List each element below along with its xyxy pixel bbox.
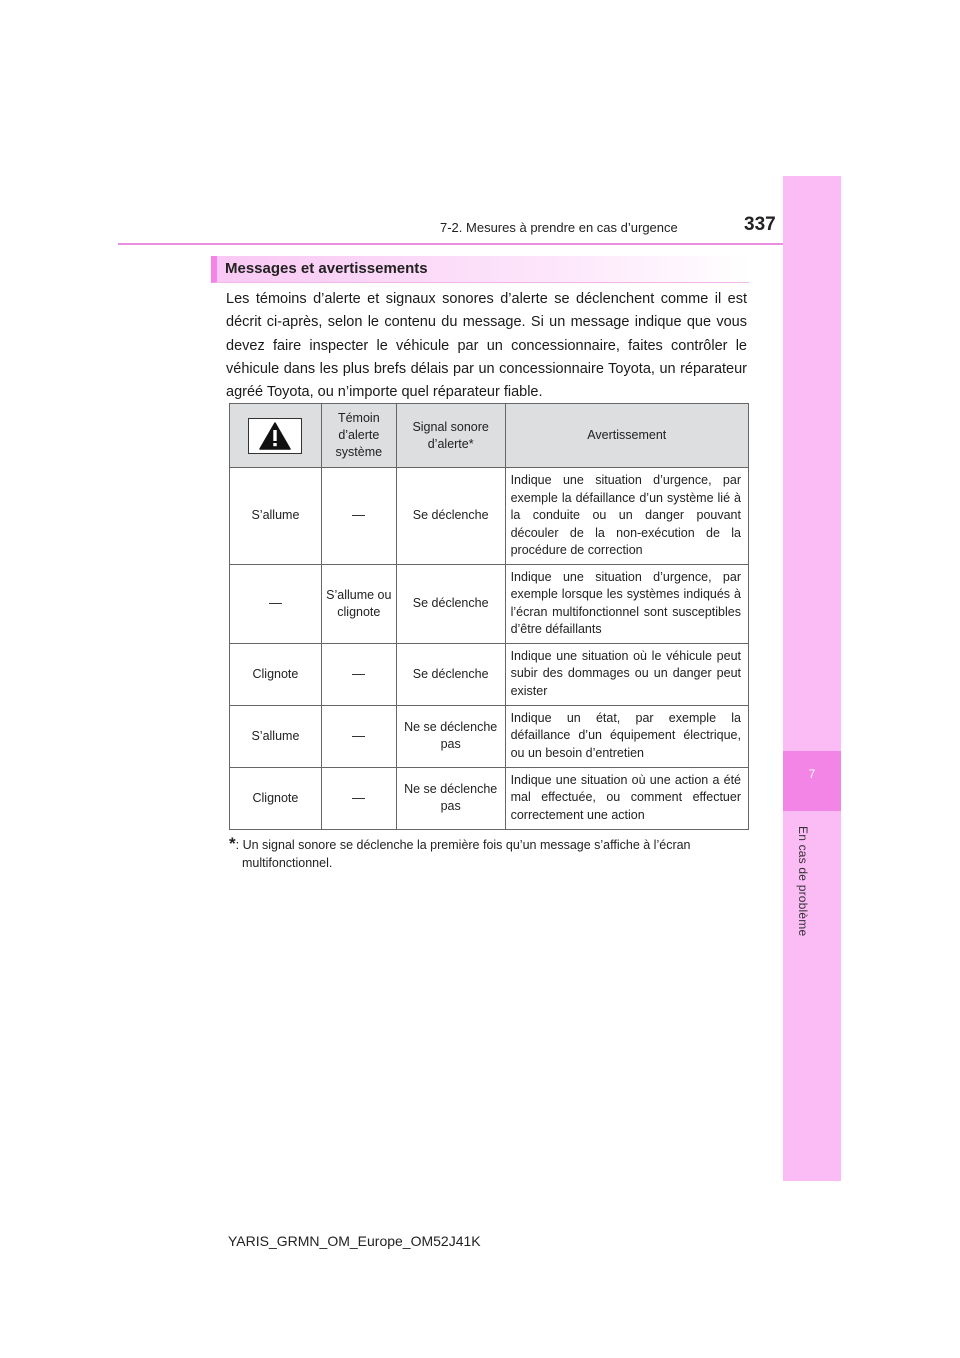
buzzer-column-header: Signal sonore d’alerte* (396, 404, 505, 468)
warning-description-cell: Indique une situation d’urgence, par exemple la défaillance d’un système lié à la conduite ou un danger pouvant découler de la non-exécution de la procédure de correction (505, 468, 748, 565)
table-row (230, 643, 749, 705)
system-warning-cell (321, 767, 396, 829)
warning-triangle-icon-glyph (259, 422, 291, 450)
document-id: YARIS_GRMN_OM_Europe_OM52J41K (228, 1233, 481, 1249)
system-warning-column-header: Témoin d’alerte système (321, 404, 396, 468)
chapter-label: En cas de problème (796, 826, 810, 937)
footnote-text: : Un signal sonore se déclenche la première fois qu’un message s’affiche à l’écran (235, 838, 691, 852)
footnote (229, 835, 749, 872)
intro-paragraph: Les témoins d’alerte et signaux sonores d’alerte se déclenchent comme il est décrit ci-après, selon le contenu du message. Si un message indique que vous devez faire inspecter le véhicule par un concessionnaire, faites contrôler le véhicule dans les plus brefs délais par un concessionnaire Toyota, un réparateur agréé Toyota, ou n’importe quel réparateur fiable. (226, 291, 747, 401)
master-warning-cell: S’allume (230, 468, 322, 565)
buzzer-cell: Ne se déclenche pas (396, 705, 505, 767)
warning-table (229, 403, 749, 830)
table-row (230, 705, 749, 767)
buzzer-cell: Se déclenche (396, 468, 505, 565)
system-warning-cell (321, 468, 396, 565)
dash-mark (352, 515, 365, 516)
system-warning-cell (321, 643, 396, 705)
warning-description-cell: Indique un état, par exemple la défaillance d’un équipement électrique, ou un besoin d’entretien (505, 705, 748, 767)
system-warning-cell: S’allume ou clignote (321, 564, 396, 643)
master-warning-cell: S’allume (230, 705, 322, 767)
warning-description-cell: Indique une situation d’urgence, par exemple lorsque les systèmes indiqués à l’écran multifonctionnel sont susceptibles d’être défaillants (505, 564, 748, 643)
chapter-tab-active-marker (783, 751, 841, 811)
dash-mark (352, 736, 365, 737)
dash-mark (269, 603, 282, 604)
buzzer-cell: Se déclenche (396, 643, 505, 705)
table-header-row (230, 404, 749, 468)
chapter-number: 7 (808, 767, 816, 781)
warning-description-cell: Indique une situation où le véhicule peut subir des dommages ou un danger peut exister (505, 643, 748, 705)
master-warning-cell: Clignote (230, 643, 322, 705)
buzzer-cell: Ne se déclenche pas (396, 767, 505, 829)
chapter-side-tab[interactable] (783, 176, 841, 1181)
header-rule (118, 243, 840, 245)
warning-description-cell: Indique une situation où une action a été mal effectuée, ou comment effectuer correctement une action (505, 767, 748, 829)
footnote-asterisk: * (229, 834, 236, 853)
table-row (230, 564, 749, 643)
section-heading: Messages et avertissements (211, 256, 749, 283)
dash-mark (352, 798, 365, 799)
warning-column-header: Avertissement (505, 404, 748, 468)
dash-mark (352, 674, 365, 675)
buzzer-cell: Se déclenche (396, 564, 505, 643)
page-number: 337 (744, 214, 776, 235)
table-row (230, 767, 749, 829)
master-warning-cell: Clignote (230, 767, 322, 829)
footnote-continuation: multifonctionnel. (242, 856, 333, 870)
master-warning-column-header (230, 404, 322, 468)
warning-triangle-icon (248, 418, 302, 454)
master-warning-cell (230, 564, 322, 643)
system-warning-cell (321, 705, 396, 767)
table-row (230, 468, 749, 565)
header-section-title: 7-2. Mesures à prendre en cas d’urgence (440, 220, 678, 235)
